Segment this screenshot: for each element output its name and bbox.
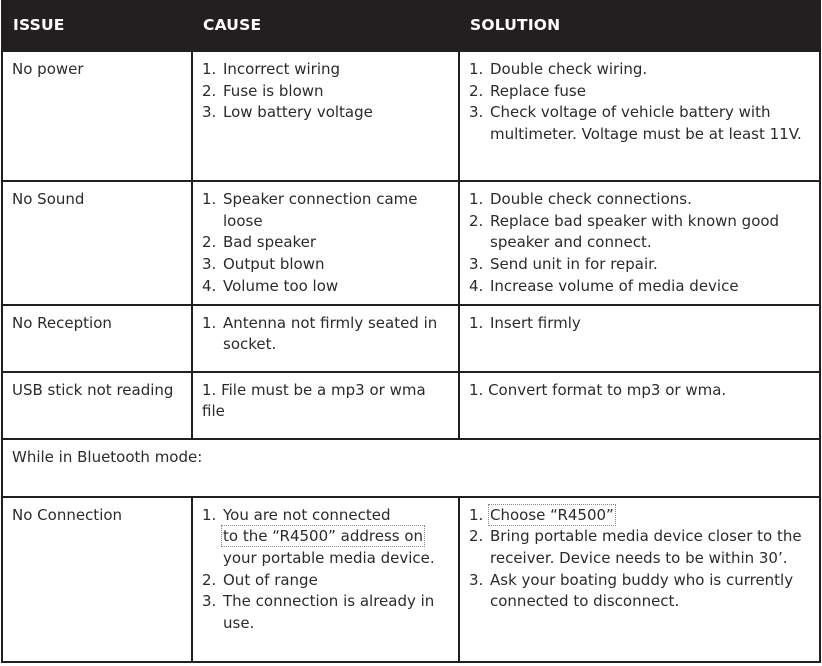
list-number: 3. xyxy=(202,103,217,122)
solution-list xyxy=(469,189,810,298)
list-item: 2. Bring portable media device closer to the receiver. Device needs to be within 30’. xyxy=(469,527,802,567)
section-row xyxy=(2,439,820,497)
solution-cell xyxy=(459,305,820,372)
list-number: 2. xyxy=(202,570,217,589)
list-number: 1. xyxy=(469,190,484,208)
cause-cell xyxy=(192,51,459,181)
list-item: 4. Volume too low xyxy=(202,276,449,298)
list-number: 4. xyxy=(202,276,217,295)
list-item: 2. Bad speaker xyxy=(202,232,449,254)
list-item: 3. Output blown xyxy=(202,254,449,276)
cause-cell xyxy=(192,305,459,372)
list-number: 2. xyxy=(202,233,217,252)
list-number: 1. xyxy=(202,505,217,524)
solution-cell: 1. Convert format to mp3 or wma. xyxy=(459,372,820,439)
list-number: 3. xyxy=(202,592,217,611)
cause-cell xyxy=(192,497,459,662)
issue-cell: No Connection xyxy=(2,497,192,662)
list-number: 2. xyxy=(469,81,484,100)
list-number: 3. xyxy=(469,103,484,122)
list-item: 3. Send unit in for repair. xyxy=(469,254,810,276)
table-row xyxy=(2,51,820,181)
list-item: 3. Check voltage of vehicle battery with multimeter. Voltage must be at least 11V. xyxy=(469,103,802,144)
table-row xyxy=(2,497,820,662)
list-item: 2. Out of range xyxy=(202,570,449,592)
table-row xyxy=(2,372,820,439)
list-number: 2. xyxy=(469,211,484,230)
list-item: 3. Low battery voltage xyxy=(202,102,449,124)
list-item: 1. Double check wiring. xyxy=(469,59,810,81)
list-item: 2. Replace fuse xyxy=(469,81,810,103)
highlighted-text: Choose “R4500” xyxy=(490,505,614,524)
issue-cell: No Reception xyxy=(2,305,192,372)
header-row xyxy=(2,0,820,51)
list-number: 1. xyxy=(469,60,484,78)
list-item: 1. Antenna not firmly seated in socket. xyxy=(202,313,438,354)
cause-cell xyxy=(192,181,459,305)
list-item: 4. Increase volume of media device xyxy=(469,276,810,298)
bluetooth-section-label: While in Bluetooth mode: xyxy=(2,439,820,497)
list-item: 1. Incorrect wiring xyxy=(202,59,449,81)
solution-cell xyxy=(459,497,820,662)
list-item: 3. The connection is already in use. xyxy=(202,592,435,633)
list-number: 3. xyxy=(469,255,484,274)
list-number: 1. xyxy=(469,313,484,332)
header-issue: ISSUE xyxy=(2,0,192,51)
cause-list xyxy=(202,313,449,356)
list-item: 1. Speaker connection came loose xyxy=(202,190,418,230)
issue-cell: No power xyxy=(2,51,192,181)
list-item: 2. Replace bad speaker with known good speaker and connect. xyxy=(469,211,780,252)
table-row xyxy=(2,305,820,372)
header-cause: CAUSE xyxy=(192,0,459,51)
list-number: 1. xyxy=(469,505,484,524)
list-number: 2. xyxy=(202,81,217,100)
issue-cell: USB stick not reading xyxy=(2,372,192,439)
cause-list xyxy=(202,189,449,298)
cause-list xyxy=(202,505,449,635)
list-number: 1. xyxy=(202,60,217,78)
solution-list xyxy=(469,505,810,614)
list-item xyxy=(469,505,810,527)
list-number: 3. xyxy=(202,255,217,274)
solution-list xyxy=(469,313,810,335)
list-item: 2. Fuse is blown xyxy=(202,81,449,103)
list-number: 4. xyxy=(469,276,484,295)
issue-cell: No Sound xyxy=(2,181,192,305)
troubleshooting-table xyxy=(1,0,821,663)
cause-cell: 1. File must be a mp3 or wma file xyxy=(192,372,459,439)
solution-list xyxy=(469,59,810,146)
list-number: 3. xyxy=(469,570,484,589)
list-item: 1. Double check connections. xyxy=(469,189,810,211)
highlighted-text: to the “R4500” address on xyxy=(223,527,424,546)
list-item: 1. Insert firmly xyxy=(469,313,810,335)
list-number: 1. xyxy=(202,313,217,332)
header-solution: SOLUTION xyxy=(459,0,820,51)
list-number: 1. xyxy=(202,190,217,208)
solution-cell xyxy=(459,51,820,181)
solution-cell xyxy=(459,181,820,305)
list-item: 1. You are not connected to the “R4500” address on your portable media device. xyxy=(202,505,435,567)
list-number: 2. xyxy=(469,527,484,546)
list-item: 3. Ask your boating buddy who is currently connected to disconnect. xyxy=(469,570,794,611)
cause-list xyxy=(202,59,449,124)
table-row xyxy=(2,181,820,305)
